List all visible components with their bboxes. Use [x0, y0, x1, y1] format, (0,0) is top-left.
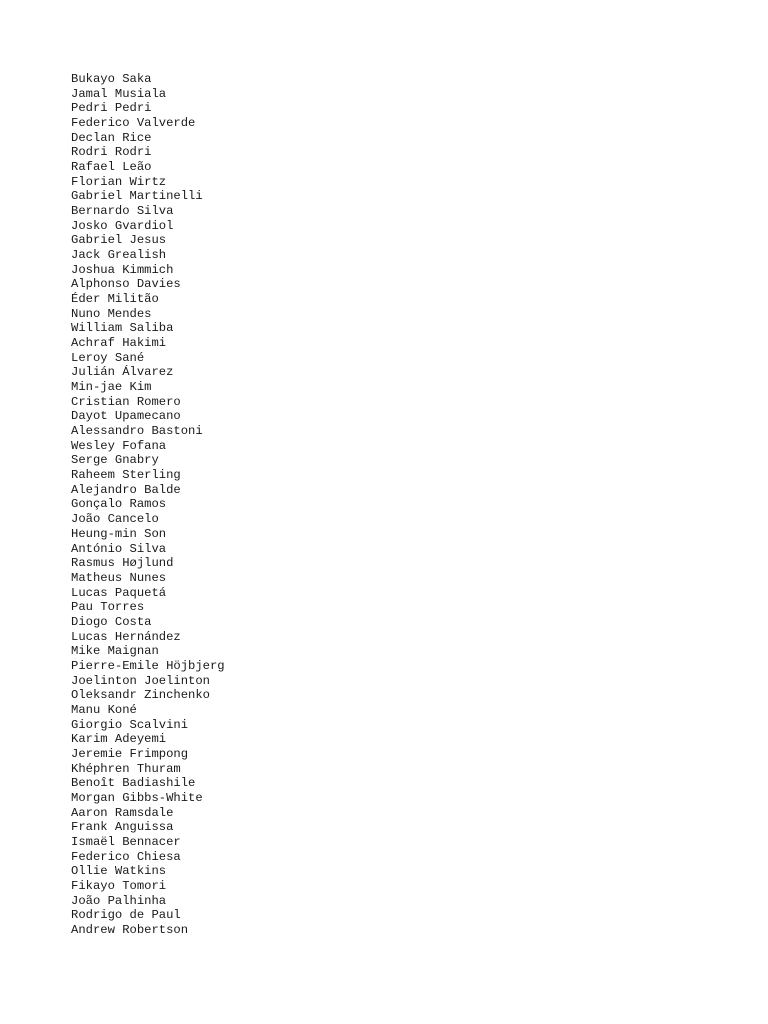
list-item: Serge Gnabry [71, 453, 159, 468]
list-item: Gabriel Jesus [71, 233, 167, 248]
list-item: Federico Chiesa [71, 849, 181, 864]
list-item: Alessandro Bastoni [71, 424, 203, 439]
list-item: Rafael Leão [71, 160, 152, 175]
list-item: Joshua Kimmich [71, 262, 174, 277]
list-item: Ollie Watkins [71, 864, 167, 879]
list-item: Florian Wirtz [71, 174, 167, 189]
list-item: Declan Rice [71, 130, 152, 145]
list-item: Benoît Badiashile [71, 776, 196, 791]
list-item: Rodrigo de Paul [71, 908, 181, 923]
list-item: Jamal Musiala [71, 86, 167, 101]
list-item: Lucas Hernández [71, 629, 181, 644]
list-item: Achraf Hakimi [71, 336, 167, 351]
list-item: Bukayo Saka [71, 72, 152, 86]
list-item: Leroy Sané [71, 350, 145, 365]
list-item: Gonçalo Ramos [71, 497, 167, 512]
list-item: João Palhinha [71, 893, 167, 908]
list-item: Pierre-Emile Höjbjerg [71, 658, 225, 673]
list-item: Dayot Upamecano [71, 409, 181, 424]
list-item: Karim Adeyemi [71, 732, 167, 747]
list-item: Jeremie Frimpong [71, 746, 189, 761]
list-item: Joelinton Joelinton [71, 673, 210, 688]
list-item: Lucas Paquetá [71, 585, 167, 600]
list-item: Alphonso Davies [71, 277, 181, 292]
list-item: Matheus Nunes [71, 570, 167, 585]
list-item: Manu Koné [71, 702, 137, 717]
list-item: Jack Grealish [71, 248, 167, 263]
list-item: Pedri Pedri [71, 101, 152, 116]
list-item: Diogo Costa [71, 614, 152, 629]
list-item: Rodri Rodri [71, 145, 152, 160]
list-item: Giorgio Scalvini [71, 717, 189, 732]
list-item: Cristian Romero [71, 394, 181, 409]
list-item: Ismaël Bennacer [71, 834, 181, 849]
list-item: Frank Anguissa [71, 820, 174, 835]
list-item: Wesley Fofana [71, 438, 167, 453]
list-item: Andrew Robertson [71, 922, 189, 937]
list-item: Fikayo Tomori [71, 878, 167, 893]
list-item: Min-jae Kim [71, 380, 152, 395]
list-item: Pau Torres [71, 600, 145, 615]
player-name-list [71, 72, 225, 938]
list-item: João Cancelo [71, 512, 159, 527]
list-item: Éder Militão [71, 292, 159, 307]
list-item: Alejandro Balde [71, 482, 181, 497]
list-item: Oleksandr Zinchenko [71, 688, 210, 703]
list-item: William Saliba [71, 321, 174, 336]
list-item: Morgan Gibbs-White [71, 790, 203, 805]
list-item: Aaron Ramsdale [71, 805, 174, 820]
list-item: Federico Valverde [71, 116, 196, 131]
list-item: Rasmus Højlund [71, 556, 174, 571]
list-item: Nuno Mendes [71, 306, 152, 321]
list-item: Heung-min Son [71, 526, 167, 541]
list-item: Mike Maignan [71, 644, 159, 659]
list-item: Raheem Sterling [71, 468, 181, 483]
list-item: Gabriel Martinelli [71, 189, 203, 204]
list-item: Bernardo Silva [71, 204, 174, 219]
list-item: António Silva [71, 541, 167, 556]
list-item: Julián Álvarez [71, 365, 174, 380]
list-item: Josko Gvardiol [71, 218, 174, 233]
list-item: Khéphren Thuram [71, 761, 181, 776]
